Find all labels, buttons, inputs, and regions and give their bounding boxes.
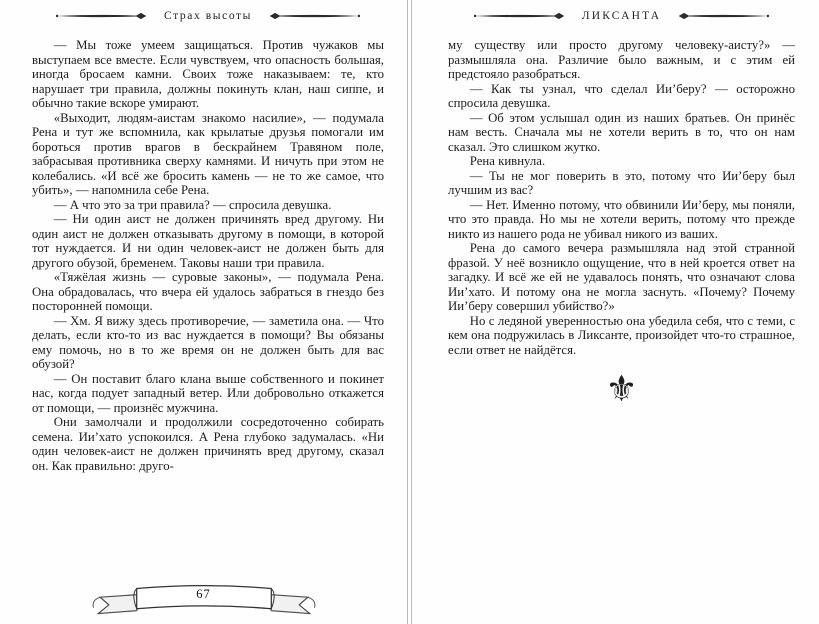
paragraph: Рена до самого вечера размышляла над этой странной фразой. У неё возникло ощущение, что в ней кроется ответ на загадку. И всё же ей не удавалось понять, что означают слова Ии’хато. И потому она не могла заснуть. «Почему? Почему Ии’беру совершил убийство?» bbox=[448, 241, 795, 313]
flourish-right-icon bbox=[262, 11, 362, 21]
page-left bbox=[0, 0, 408, 624]
paragraph: «Выходит, людям-аистам знакомо насилие», — подумала Рена и тут же вспомнила, как крылатые друзья помогали им бороться против врагов в бескрайнем Травяном поле, забрасывая противника сверху камнями. И ничуть при этом не колебались. «И всё же бросить камень — не то же самое, что убить», — напомнила себе Рена. bbox=[32, 110, 384, 197]
left-page-title: Страх высоты bbox=[164, 10, 252, 22]
flourish-left-icon bbox=[472, 11, 572, 21]
paragraph: — Об этом услышал один из наших братьев. Он принёс нам весть. Сначала мы не хотели верить в то, что он нам сказал. Это слишком жутко. bbox=[448, 110, 795, 154]
paragraph: му существу или просто другому человеку-аисту?» — размышляла она. Различие было важным, и с этим ей предстояло разобраться. bbox=[448, 38, 795, 81]
paragraph: Они замолчали и продолжили сосредоточенно собирать семена. Ии’хато успокоился. А Рена глубоко задумалась. «Ни один человек-аист не должен причинять вред другому, сказал он. Как правильно: друго- bbox=[32, 415, 384, 473]
paragraph: — Нет. Именно потому, что обвинили Ии’беру, мы поняли, что это правда. Но мы не хотели верить, потому что прежде никто из нашего рода не убивал никого из ваших. bbox=[448, 197, 795, 241]
paragraph: «Тяжёлая жизнь — суровые законы», — подумала Рена. Она обрадовалась, что вчера ей удалось забраться в гнездо без посторонней помощи. bbox=[32, 270, 384, 313]
paragraph: — Как ты узнал, что сделал Ии’беру? — осторожно спросила девушка. bbox=[448, 81, 795, 110]
page-number: 67 bbox=[196, 587, 211, 601]
left-running-header bbox=[32, 8, 384, 24]
page-right bbox=[411, 0, 819, 624]
fleur-de-lis-icon: ⚜ bbox=[605, 369, 638, 410]
flourish-right-icon bbox=[671, 11, 771, 21]
paragraph: — Мы тоже умеем защищаться. Против чужаков мы выступаем все вместе. Если чувствуем, что опасность большая, иногда бросаем камни. Своих тоже наказываем: те, кто нарушает три правила, должны покинуть клан, наш сиппе, и обычно такие вскоре умирают. bbox=[32, 38, 384, 110]
right-page-title: ЛИКСАНТА bbox=[581, 10, 662, 22]
paragraph: Но с ледяной уверенностью она убедила себя, что с теми, с кем она подружилась в Ликсанте, произойдет что-то страшное, если ответ не найдётся. bbox=[448, 313, 795, 357]
paragraph: — Ни один аист не должен причинять вред другому. Ни один аист не должен отказывать другому в помощи, в которой тот нуждается. И ни один человек-аист не должен быть для другого обузой, бременем. Таковы наши три правила. bbox=[32, 212, 384, 270]
paragraph: — Ты не мог поверить в это, потому что Ии’беру был лучшим из вас? bbox=[448, 168, 795, 197]
paragraph: — А что это за три правила? — спросила девушка. bbox=[53, 197, 332, 212]
left-page-text bbox=[32, 38, 384, 473]
flourish-left-icon bbox=[54, 11, 154, 21]
paragraph: — Он поставит благо клана выше собственного и покинет нас, когда подует западный ветер. Или добровольно откажется от помощи, — произнёс мужчина. bbox=[32, 371, 384, 415]
page-number-ribbon bbox=[79, 582, 329, 622]
right-page-text bbox=[448, 38, 795, 357]
paragraph: Рена кивнула. bbox=[469, 154, 546, 168]
paragraph: — Хм. Я вижу здесь противоречие, — заметила она. — Что делать, если кто-то из вас нуждается в помощи? Вы обязаны ему помочь, но в то же время он не должен быть для вас обузой? bbox=[32, 313, 384, 371]
right-running-header bbox=[448, 8, 795, 24]
